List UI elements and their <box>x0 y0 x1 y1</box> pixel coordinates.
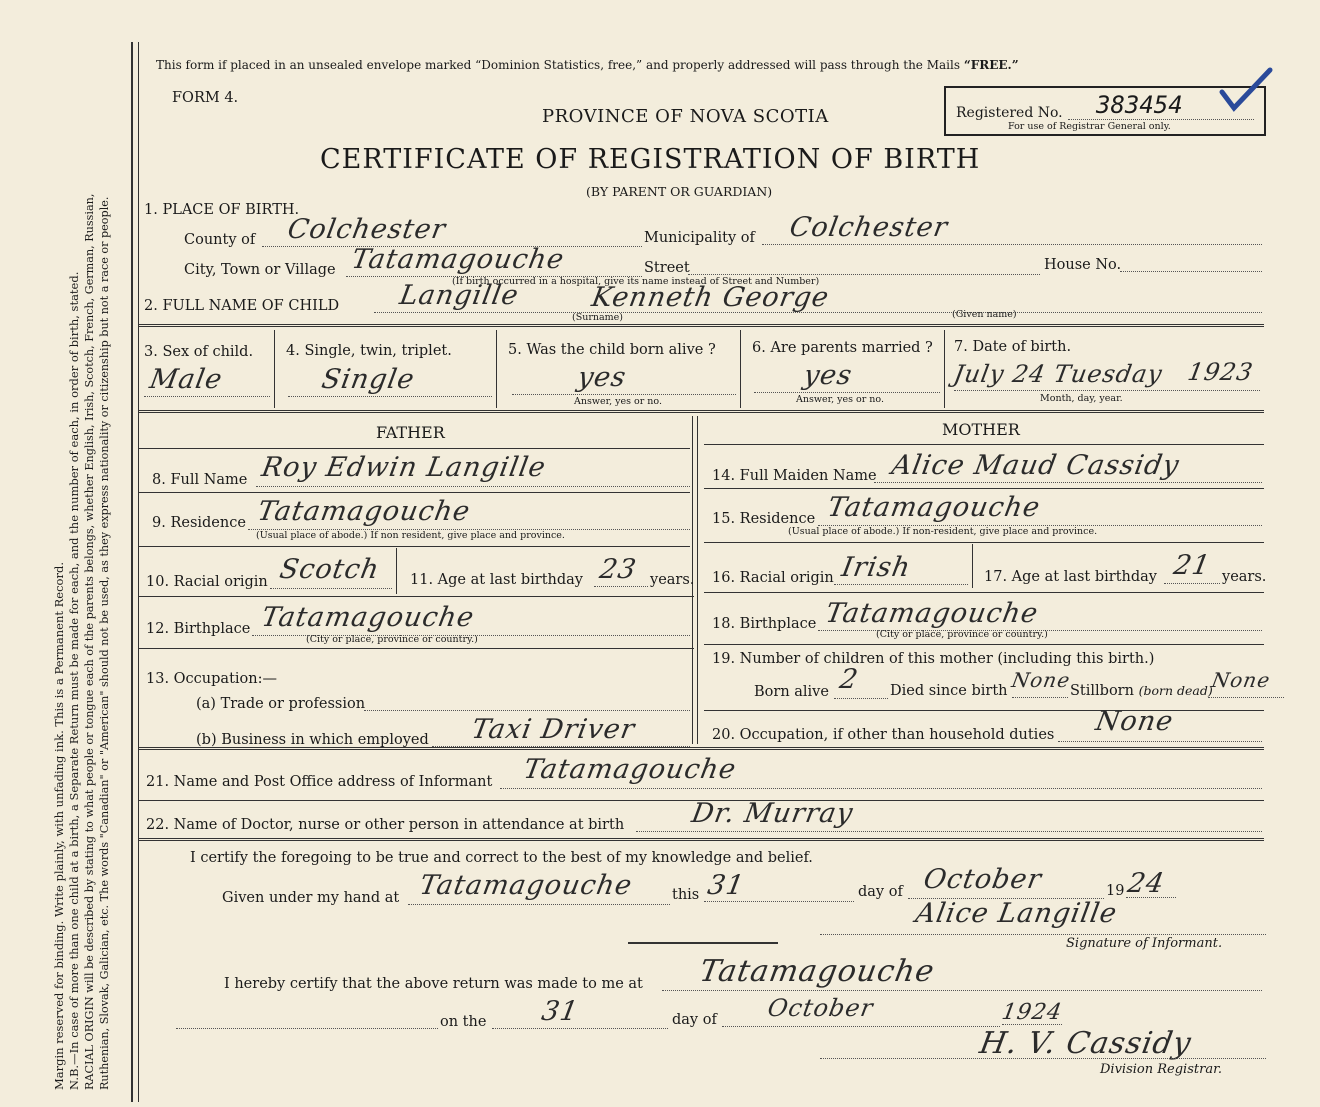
children-count-label: 19. Number of children of this mother (including this birth.) <box>712 651 1155 667</box>
father-residence-value: Tatamagouche <box>255 496 473 527</box>
mother-birthplace-label: 18. Birthplace <box>712 616 817 632</box>
father-birthplace-caption: (City or place, province or country.) <box>306 634 478 645</box>
mother-race-label: 16. Racial origin <box>712 570 834 586</box>
father-birthplace-value: Tatamagouche <box>259 602 477 633</box>
certify-statement: I certify the foregoing to be true and correct to the best of my knowledge and belief. <box>190 850 813 866</box>
registrar-year-value: 1924 <box>999 1000 1065 1025</box>
mother-name-label: 14. Full Maiden Name <box>712 468 877 484</box>
born-alive-value: yes <box>575 362 629 393</box>
registered-number: 383454 <box>1096 91 1183 119</box>
date-of-birth-caption: Month, day, year. <box>1040 393 1123 404</box>
registrar-on-the-label: on the <box>440 1014 487 1030</box>
child-given-name: Kenneth George <box>589 282 832 313</box>
stillborn-note: (born dead) <box>1138 683 1213 698</box>
given-under-hand-label: Given under my hand at <box>222 890 400 906</box>
father-age-unit: years. <box>650 572 695 588</box>
page-subtitle: (BY PARENT OR GUARDIAN) <box>586 184 773 199</box>
certify-month-value: October <box>921 864 1045 895</box>
municipality-value: Colchester <box>787 212 951 243</box>
certify-day-value: 31 <box>705 870 748 901</box>
registrar-day-of-label: day of <box>672 1012 717 1028</box>
side-note-line-3: RACIAL ORIGIN will be described by stating to what people or tongue each of the parents belongs, whether English, Irish, Scotch, French, German, Russian, <box>83 193 96 1090</box>
check-mark-icon <box>1218 64 1274 114</box>
date-of-birth-value: July 24 Tuesday <box>951 360 1165 388</box>
this-label: this <box>672 887 700 903</box>
side-note-line-4: Ruthenian, Slovak, Galician, etc. The words "Canadian" or "American" should not be used, as they express nationality or citizenship but not a race or people. <box>98 196 111 1090</box>
informant-signature: Alice Langille <box>913 898 1120 929</box>
mother-occupation-label: 20. Occupation, if other than household duties <box>712 727 1055 743</box>
mother-name-value: Alice Maud Cassidy <box>889 450 1182 481</box>
informant-signature-caption: Signature of Informant. <box>1066 936 1223 951</box>
page-title: CERTIFICATE OF REGISTRATION OF BIRTH <box>320 144 981 175</box>
county-label: County of <box>184 232 256 248</box>
business-value: Taxi Driver <box>469 714 638 745</box>
side-note-line-1: Margin reserved for binding. Write plainly, with unfading ink. This is a Permanent Record. <box>52 562 66 1090</box>
mother-age-label: 17. Age at last birthday <box>984 569 1157 585</box>
surname-caption: (Surname) <box>572 312 623 323</box>
father-name-label: 8. Full Name <box>152 472 248 488</box>
born-alive-count-label: Born alive <box>754 684 829 700</box>
stillborn-label <box>1070 683 1213 699</box>
died-since-birth-value: None <box>1009 668 1073 692</box>
registrar-statement: I hereby certify that the above return was made to me at <box>224 976 643 992</box>
binding-margin-line <box>131 42 133 1102</box>
side-note-line-2: N.B.—In case of more than one child at a birth, a Separate Return must be made for each, and the number of each, in order of birth, stated. <box>67 271 81 1090</box>
doctor-value: Dr. Murray <box>689 798 856 829</box>
mother-heading: MOTHER <box>942 420 1020 439</box>
father-birthplace-label: 12. Birthplace <box>146 621 251 637</box>
sex-value: Male <box>147 364 226 395</box>
father-race-value: Scotch <box>277 554 382 585</box>
plurality-value: Single <box>319 364 418 395</box>
mail-note-free: “FREE.” <box>963 58 1019 72</box>
registrar-use-note: For use of Registrar General only. <box>1008 121 1171 132</box>
business-label: (b) Business in which employed <box>196 732 429 748</box>
stillborn-label-text: Stillborn <box>1070 683 1134 699</box>
father-occupation-label: 13. Occupation:— <box>146 671 277 687</box>
born-alive-label: 5. Was the child born alive ? <box>508 342 716 358</box>
mother-birthplace-value: Tatamagouche <box>823 598 1041 629</box>
mother-occupation-value: None <box>1093 706 1176 737</box>
mail-note-text: This form if placed in an unsealed envelope marked “Dominion Statistics, free,” and properly addressed will pass through the Mails <box>156 58 960 72</box>
trade-label: (a) Trade or profession <box>196 696 366 712</box>
father-race-label: 10. Racial origin <box>146 574 268 590</box>
side-note <box>52 194 112 1090</box>
date-of-birth-label: 7. Date of birth. <box>954 339 1072 355</box>
given-name-caption: (Given name) <box>952 309 1017 320</box>
registrar-signature-caption: Division Registrar. <box>1100 1062 1222 1077</box>
informant-value: Tatamagouche <box>521 754 739 785</box>
place-of-birth-label: 1. PLACE OF BIRTH. <box>144 202 300 218</box>
mail-note <box>156 58 1019 72</box>
plurality-label: 4. Single, twin, triplet. <box>286 343 452 359</box>
city-label: City, Town or Village <box>184 262 336 278</box>
municipality-label: Municipality of <box>644 230 755 246</box>
certify-day-of-label: day of <box>858 884 903 900</box>
mother-age-unit: years. <box>1222 569 1267 585</box>
doctor-label: 22. Name of Doctor, nurse or other person in attendance at birth <box>146 817 625 833</box>
certify-year-prefix: 19 <box>1106 883 1125 899</box>
registrar-month-value: October <box>765 994 876 1022</box>
sex-label: 3. Sex of child. <box>144 344 254 360</box>
born-alive-count-value: 2 <box>837 664 861 695</box>
registrar-day-value: 31 <box>539 996 582 1027</box>
province-heading: PROVINCE OF NOVA SCOTIA <box>542 106 829 127</box>
married-value: yes <box>801 360 855 391</box>
mother-race-value: Irish <box>839 552 914 583</box>
father-name-value: Roy Edwin Langille <box>259 452 549 483</box>
child-surname: Langille <box>397 280 522 311</box>
father-age-value: 23 <box>597 554 640 585</box>
mother-age-value: 21 <box>1171 550 1214 581</box>
father-age-label: 11. Age at last birthday <box>410 572 583 588</box>
father-residence-caption: (Usual place of abode.) If non resident, give place and province. <box>256 530 565 541</box>
child-name-label: 2. FULL NAME OF CHILD <box>144 298 340 314</box>
mother-residence-caption: (Usual place of abode.) If non-resident, give place and province. <box>788 526 1098 537</box>
certify-year-value: 24 <box>1125 868 1168 899</box>
registrar-place-value: Tatamagouche <box>696 954 938 989</box>
died-since-birth-label: Died since birth <box>890 683 1008 699</box>
birth-year-value: 1923 <box>1185 358 1256 386</box>
informant-label: 21. Name and Post Office address of Informant <box>146 774 493 790</box>
father-residence-label: 9. Residence <box>152 515 246 531</box>
born-alive-caption: Answer, yes or no. <box>574 396 663 407</box>
given-place-value: Tatamagouche <box>417 870 635 901</box>
married-label: 6. Are parents married ? <box>752 340 933 356</box>
mother-residence-value: Tatamagouche <box>825 492 1043 523</box>
mother-residence-label: 15. Residence <box>712 511 816 527</box>
registrar-signature: H. V. Cassidy <box>976 1026 1195 1061</box>
county-value: Colchester <box>285 214 449 245</box>
street-label: Street <box>644 260 690 276</box>
street-note: (If birth occurred in a hospital, give its name instead of Street and Number) <box>452 276 820 287</box>
binding-margin-line-2 <box>138 42 139 1102</box>
form-number: FORM 4. <box>172 90 239 106</box>
mother-birthplace-caption: (City or place, province or country.) <box>876 629 1048 640</box>
city-value: Tatamagouche <box>349 244 567 275</box>
stillborn-value: None <box>1209 668 1273 692</box>
father-heading: FATHER <box>376 423 445 442</box>
registered-label: Registered No. <box>956 105 1063 121</box>
married-caption: Answer, yes or no. <box>796 394 885 405</box>
house-number-label: House No. <box>1044 257 1122 273</box>
